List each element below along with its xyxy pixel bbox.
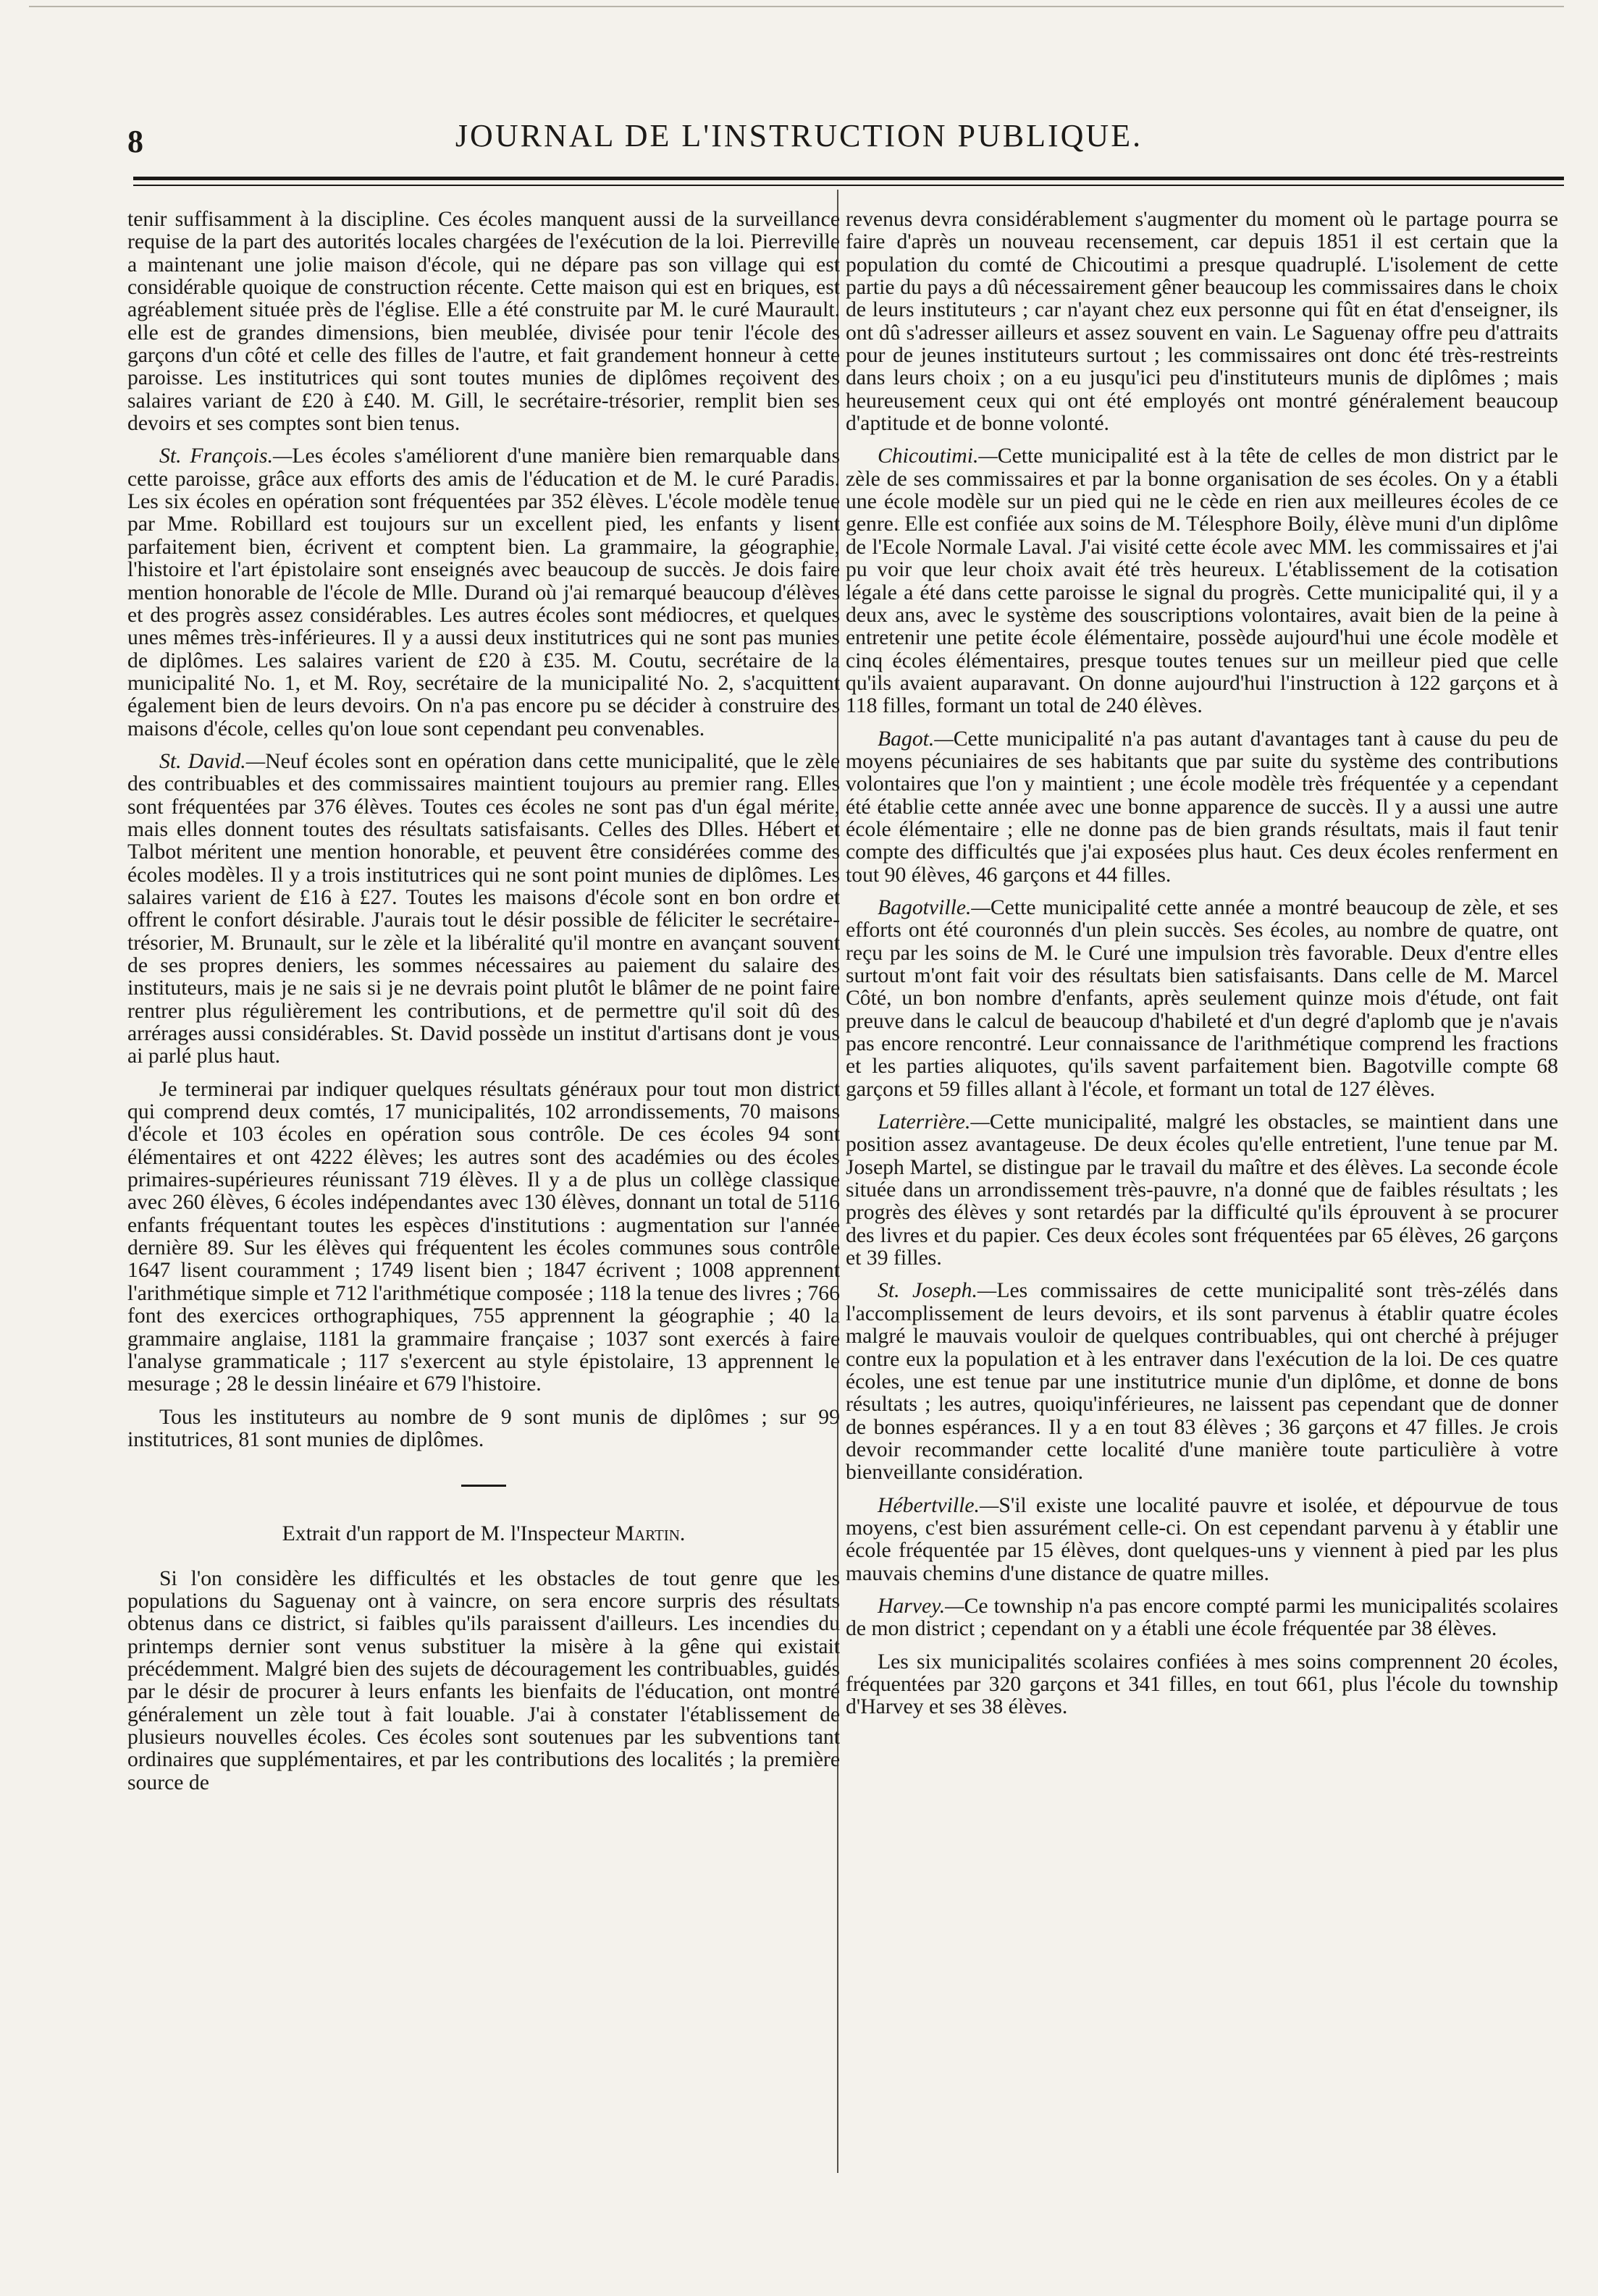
- paragraph-bagotville: [846, 897, 1558, 1101]
- paragraph-laterriere: [846, 1111, 1558, 1270]
- paragraph: tenir suffisamment à la discipline. Ces écoles manquent aussi de la surveillance requise de la part des autorités locales chargées de l'exécution de la loi. Pierreville a maintenant une jolie maison d'école, qui ne dépare pas son village qui est considérable quoique de construction récente. Cette maison qui est en briques, est agréablement située près de l'église. Elle a été construite par M. le curé Maurault. elle est de grandes dimensions, bien meublée, divisée pour tenir l'école des garçons d'un côté et celle des filles de l'autre, et fait grandement honneur à cette paroisse. Les institutrices qui sont toutes munies de diplômes reçoivent des salaires variant de £20 à £40. M. Gill, le secrétaire-trésorier, remplit bien ses devoirs et ses comptes sont bien tenus.: [127, 208, 840, 436]
- section-lead: St. David.—: [159, 749, 266, 773]
- paragraph-chicoutimi: [846, 445, 1558, 717]
- paragraph-st-joseph: [846, 1280, 1558, 1484]
- paragraph-text: Les écoles s'améliorent d'une manière bien remarquable dans cette paroisse, grâce aux efforts des amis de l'éducation et de M. le curé Paradis. Les six écoles en opération sont fréquentées par 352 élèves. L'école modèle tenue par Mme. Robillard est toujours sur un excellent pied, les enfants y lisent parfaitement bien, écrivent et comptent bien. La grammaire, la géographie, l'histoire et l'art épistolaire sont enseignés avec beaucoup de succès. Je dois faire mention honorable de l'école de Mlle. Durand où j'ai remarqué beaucoup d'élèves et des progrès assez considérables. Les autres écoles sont médiocres, et quelques unes mêmes très-inférieures. Il y a aussi deux institutrices qui ne sont pas munies de diplômes. Les salaires varient de £20 à £35. M. Coutu, secrétaire de la municipalité No. 1, et M. Roy, secrétaire de la municipalité No. 2, s'acquittent également bien de leurs devoirs. On n'a pas encore pu se décider à construire des maisons d'école, celles qu'on loue sont cependant peu convenables.: [127, 444, 841, 740]
- paragraph-hebertville: [846, 1495, 1558, 1585]
- paragraph-text: Ce township n'a pas encore compté parmi les municipalités scolaires de mon district ; cependant on y a établi une école fréquentée par 38 élèves.: [846, 1594, 1558, 1641]
- paragraph-harvey: [846, 1595, 1558, 1641]
- page-edge: [29, 6, 1564, 7]
- section-lead: St. Joseph.—: [878, 1279, 997, 1303]
- page-number: 8: [127, 124, 143, 159]
- section-lead: Bagot.—: [878, 727, 954, 751]
- paragraph-general-results: Je terminerai par indiquer quelques résultats généraux pour tout mon district qui comprend deux comtés, 17 municipalités, 102 arrondissements, 70 maisons d'école et 103 écoles en opération sous contrôle. De ces écoles 94 sont élémentaires et ont 4222 élèves; les autres sont des académies ou des écoles primaires-supérieures réunissant 719 élèves. Il y a de plus un collège classique avec 260 élèves, 6 écoles indépendantes avec 130 élèves, donnant un total de 5116 enfants fréquentant toutes les espèces d'institutions : augmentation sur l'année dernière 89. Sur les élèves qui fréquentent les écoles communes sous contrôle 1647 lisent couramment ; 1749 lisent bien ; 1847 écrivent ; 1008 apprennent l'arithmétique simple et 712 l'arithmétique composée ; 118 la tenue des livres ; 766 font des exercices orthographiques, 755 apprennent la géographie ; 40 la grammaire anglaise, 1181 la grammaire française ; 1037 sont exercés à faire l'analyse grammaticale ; 117 s'exercent au style épistolaire, 13 apprennent le mesurage ; 28 le dessin linéaire et 679 l'histoire.: [127, 1077, 840, 1396]
- paragraph-text: Neuf écoles sont en opération dans cette municipalité, que le zèle des contribuables et des commissaires maintient toujours au premier rang. Elles sont fréquentées par 376 élèves. Toutes ces écoles ne sont pas d'un égal mérite, mais elles donnent toutes des résultats satisfaisants. Celles des Dlles. Hébert et Talbot méritent une mention honorable, et peuvent être considérées comme des écoles modèles. Il y a trois institutrices qui ne sont point munies de diplômes. Les salaires varient de £16 à £27. Toutes les maisons d'école sont en bon ordre et offrent le confort désirable. J'aurais tout le désir possible de féliciter le secrétaire-trésorier, M. Brunault, sur le zèle et la libéralité qu'il montre en avançant souvent de ses propres deniers, les sommes nécessaires au paiement du salaire des instituteurs, mais je ne sais si je ne devrais point plutôt le blâmer de ne point faire rentrer plus régulièrement les contributions, et de permettre qu'il soit dû des arrérages aussi considérables. St. David possède un institut d'artisans dont je vous ai parlé plus haut.: [127, 749, 840, 1068]
- paragraph-summary: Les six municipalités scolaires confiées à mes soins comprennent 20 écoles, fréquentées par 320 garçons et 341 filles, en tout 661, plus l'école du township d'Harvey et ses 38 élèves.: [846, 1650, 1558, 1719]
- paragraph-text: Cette municipalité n'a pas autant d'avantages tant à cause du peu de moyens pécuniaires de ses habitants que par suite du système des contributions volontaires que l'on y maintient ; une école modèle très fréquentée y a cependant été établie cette année avec une bonne apparence de succès. Il y a aussi une autre école élémentaire ; elle ne donne pas de bien grands résultats, mais il faut tenir compte des difficultés que j'ai exposées plus haut. Ces deux écoles renferment en tout 90 élèves, 46 garçons et 44 filles.: [846, 727, 1558, 887]
- section-lead: Laterrière.—: [878, 1110, 990, 1134]
- extract-heading: [127, 1523, 840, 1545]
- paragraph-st-francois: [127, 445, 840, 740]
- inspector-name: Martin.: [615, 1522, 686, 1546]
- journal-title: JOURNAL DE L'INSTRUCTION PUBLIQUE.: [455, 118, 1143, 153]
- paragraph: revenus devra considérablement s'augmenter du moment où le partage pourra se faire d'après un nouveau recensement, car depuis 1851 il est certain que la population du comté de Chicoutimi a presque quadruplé. L'isolement de cette partie du pays a dû nécessairement gêner beaucoup les commissaires dans le choix de leurs instituteurs ; car n'ayant chez eux personne qui fût en état d'enseigner, ils ont dû s'adresser ailleurs et assez souvent en vain. Le Saguenay offre peu d'attraits pour de jeunes instituteurs surtout ; les commissaires ont donc été très-restreints dans leurs choix ; on a eu jusqu'ici peu d'instituteurs munis de diplômes ; mais heureusement ceux qui ont été employés ont montré généralement beaucoup d'aptitude et de bonne volonté.: [846, 208, 1558, 436]
- section-lead: St. François.—: [159, 444, 293, 468]
- paragraph-st-david: [127, 751, 840, 1068]
- left-column: [127, 208, 840, 1805]
- paragraph-text: Cette municipalité est à la tête de celles de mon district par le zèle de ses commissaires et par la bonne organisation de ses écoles. On y a établi une école modèle sur un pied qui ne le cède en rien aux meilleures écoles de ce genre. Elle est confiée aux soins de M. Télesphore Boily, élève muni d'un diplôme de l'Ecole Normale Laval. J'ai visité cette école avec MM. les commissaires et j'ai pu voir que leur choix avait été très heureux. L'établissement de la cotisation légale a été dans cette paroisse le signal du progrès. Cette municipalité qui, il y a deux ans, avec le système des souscriptions volontaires, avait bien de la peine à entretenir une petite école élémentaire, possède aujourd'hui une école modèle et cinq écoles élémentaires, presque toutes tenues sur un meilleur pied que celle qu'ils avaient auparavant. On donne aujourd'hui l'instruction à 122 garçons et à 118 filles, formant un total de 240 élèves.: [846, 444, 1558, 718]
- header-rule-thick: [133, 177, 1564, 180]
- section-lead: Chicoutimi.—: [878, 444, 998, 468]
- section-lead: Bagotville.—: [878, 895, 991, 919]
- paragraph-text: S'il existe une localité pauvre et isolée, et dépourvue de tous moyens, c'est bien assurément celle-ci. On est cependant parvenu à y établir une école fréquentée par 15 élèves, dont quelques-uns y viennent à pied par les plus mauvais chemins d'une distance de quatre milles.: [846, 1493, 1558, 1585]
- section-lead: Hébertville.—: [878, 1493, 999, 1517]
- paragraph-diplomas: Tous les instituteurs au nombre de 9 sont munis de diplômes ; sur 99 institutrices, 81 sont munies de diplômes.: [127, 1405, 840, 1451]
- right-column: [846, 208, 1558, 1729]
- section-divider: [461, 1485, 506, 1487]
- header-rule-thin: [133, 185, 1564, 186]
- paragraph-bagot: [846, 728, 1558, 887]
- paragraph-text: Cette municipalité, malgré les obstacles, se maintient dans une position assez avantageuse. De deux écoles qu'elle entretient, l'une tenue par M. Joseph Martel, se distingue par le travail du maître et des élèves. La seconde école située dans un arrondissement très-pauvre, n'a donné que de faibles résultats ; les progrès des élèves y sont retardés par la difficulté qu'ils éprouvent à se procurer des livres et du papier. Ces deux écoles sont fréquentées par 65 élèves, 26 garçons et 39 filles.: [846, 1110, 1558, 1270]
- paragraph-text: Cette municipalité cette année a montré beaucoup de zèle, et ses efforts ont été couronnés d'un plein succès. Ses écoles, au nombre de quatre, ont reçu par les soins de M. le Curé une impulsion très favorable. Deux d'entre elles surtout m'ont fait voir des résultats bien satisfaisants. Dans celle de M. Marcel Côté, un bon nombre d'enfants, après seulement quinze mois d'étude, ont fait preuve dans le calcul de beaucoup d'habileté et d'un degré d'aplomb que je n'avais pas encore rencontré. Leur connaissance de l'arithmétique comprend les fractions et les parties aliquotes, qu'ils savent parfaitement bien. Bagotville compte 68 garçons et 59 filles allant à l'école, et formant un total de 127 élèves.: [846, 895, 1558, 1101]
- paragraph-saguenay: Si l'on considère les difficultés et les obstacles de tout genre que les populations du Saguenay ont à vaincre, on sera encore surpris des résultats obtenus dans ce district, si faibles qu'ils paraissent d'ailleurs. Les incendies du printemps dernier sont venus substituer la misère à la gêne qui existait précédemment. Malgré bien des sujets de découragement les contribuables, guidés par le désir de procurer à leurs enfants les bienfaits de l'éducation, ont montré généralement un zèle tout à fait louable. J'ai à constater l'établissement de plusieurs nouvelles écoles. Ces écoles sont soutenues par les subventions tant ordinaires que supplémentaires, et par les contributions des localités ; la première source de: [127, 1566, 840, 1794]
- paragraph-text: Les commissaires de cette municipalité sont très-zélés dans l'accomplissement de leurs devoirs, et ils sont parvenus à établir quatre écoles malgré le mauvais vouloir de quelques contribuables, qui ont cherché à préjuger contre eux la population et à les entraver dans l'exécution de la loi. De ces quatre écoles, une est tenue par une institutrice munie d'un diplôme, et donne de bons résultats ; les autres, quoiqu'inférieures, ne laissent pas cependant que de donner de bonnes espérances. Il y a en tout 83 élèves ; 36 garçons et 47 filles. Je crois devoir recommander cette localité d'une manière toute particulière à votre bienveillante considération.: [846, 1279, 1558, 1485]
- section-lead: Harvey.—: [878, 1594, 964, 1618]
- heading-text: Extrait d'un rapport de M. l'Inspecteur: [282, 1522, 615, 1546]
